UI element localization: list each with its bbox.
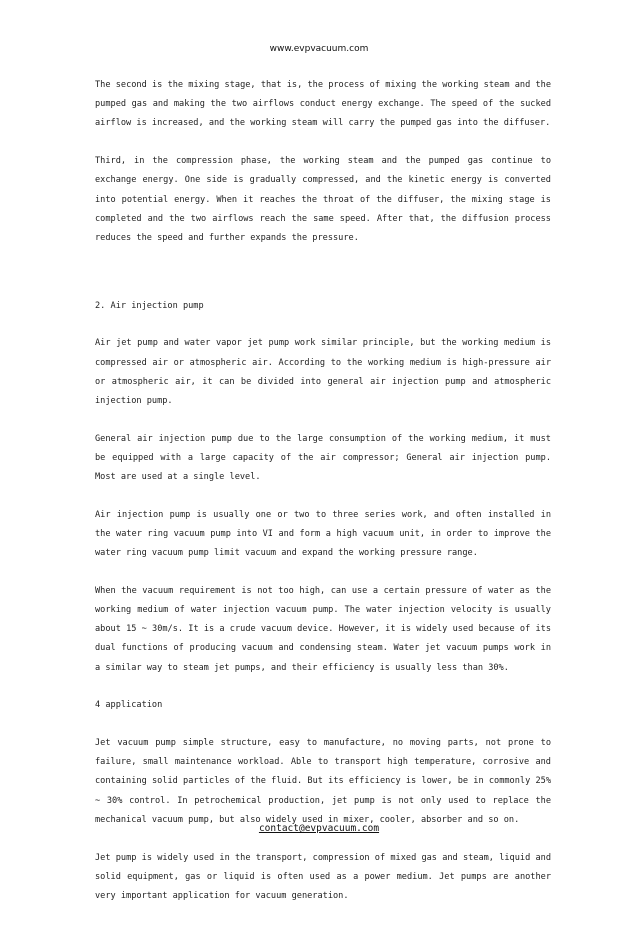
section-heading-application: 4 application — [95, 700, 163, 711]
section-heading-air-injection-pump: 2. Air injection pump — [95, 300, 204, 311]
page-footer — [0, 823, 638, 834]
paragraph-water-injection: When the vacuum requirement is not too high, can use a certain pressure of water as the working medium of water injection vacuum pump. The water injection velocity is usually about 15 ~ 30m/s. It is a crude vacuum device. However, it is widely used because of its dual functions of producing vacuum and condensing steam. Water jet vacuum pumps work in a similar way to steam jet pumps, and their efficiency is usually less than 30%. — [95, 585, 551, 673]
paragraph-jet-pump-usage: Jet pump is widely used in the transport, compression of mixed gas and steam, liquid and solid equipment, gas or liquid is often used as a power medium. Jet pumps are another very important application for vacuum generation. — [95, 852, 551, 901]
paragraph-jet-vacuum-pump-structure: Jet vacuum pump simple structure, easy to manufacture, no moving parts, not prone to failure, small maintenance workload. Able to transport high temperature, corrosive and containing solid particles of the fluid. But its efficiency is lower, be in commonly 25% ~ 30% control. In petrochemical production, jet pump is not only used to replace the mechanical vacuum pump, but also widely used in mixer, cooler, absorber and so on. — [95, 738, 551, 825]
paragraph-mixing-stage: The second is the mixing stage, that is, the process of mixing the working steam and the pumped gas and making the two airflows conduct energy exchange. The speed of the sucked airflow is increased, and the working steam will carry the pumped gas into the diffuser. — [95, 80, 551, 129]
paragraph-general-air-injection: General air injection pump due to the large consumption of the working medium, it must be equipped with a large capacity of the air compressor; General air injection pump. Most are used at a single level. — [95, 433, 551, 483]
contact-email-link[interactable]: contact@evpvacuum.com — [258, 823, 380, 834]
paragraph-compression-phase: Third, in the compression phase, the working steam and the pumped gas continue to exchange energy. One side is gradually compressed, and the kinetic energy is converted into potential energy. When it reaches the throat of the diffuser, the mixing stage is completed and the two airflows reach the same speed. After that, the diffusion process reduces the speed and further expands the pressure. — [95, 156, 551, 243]
paragraph-series-work: Air injection pump is usually one or two to three series work, and often installed in the water ring vacuum pump into VI and form a high vacuum unit, in order to improve the water ring vacuum pump limit vacuum and expand the working pressure range. — [95, 509, 551, 559]
document-body — [95, 76, 551, 925]
page-header-url: www.evpvacuum.com — [269, 44, 369, 54]
paragraph-air-jet-principle: Air jet pump and water vapor jet pump work similar principle, but the working medium is compressed air or atmospheric air. According to the working medium is high-pressure air or atmospheric air, it can be divided into general air injection pump and atmospheric injection pump. — [95, 338, 551, 406]
section-spacer — [95, 267, 551, 297]
